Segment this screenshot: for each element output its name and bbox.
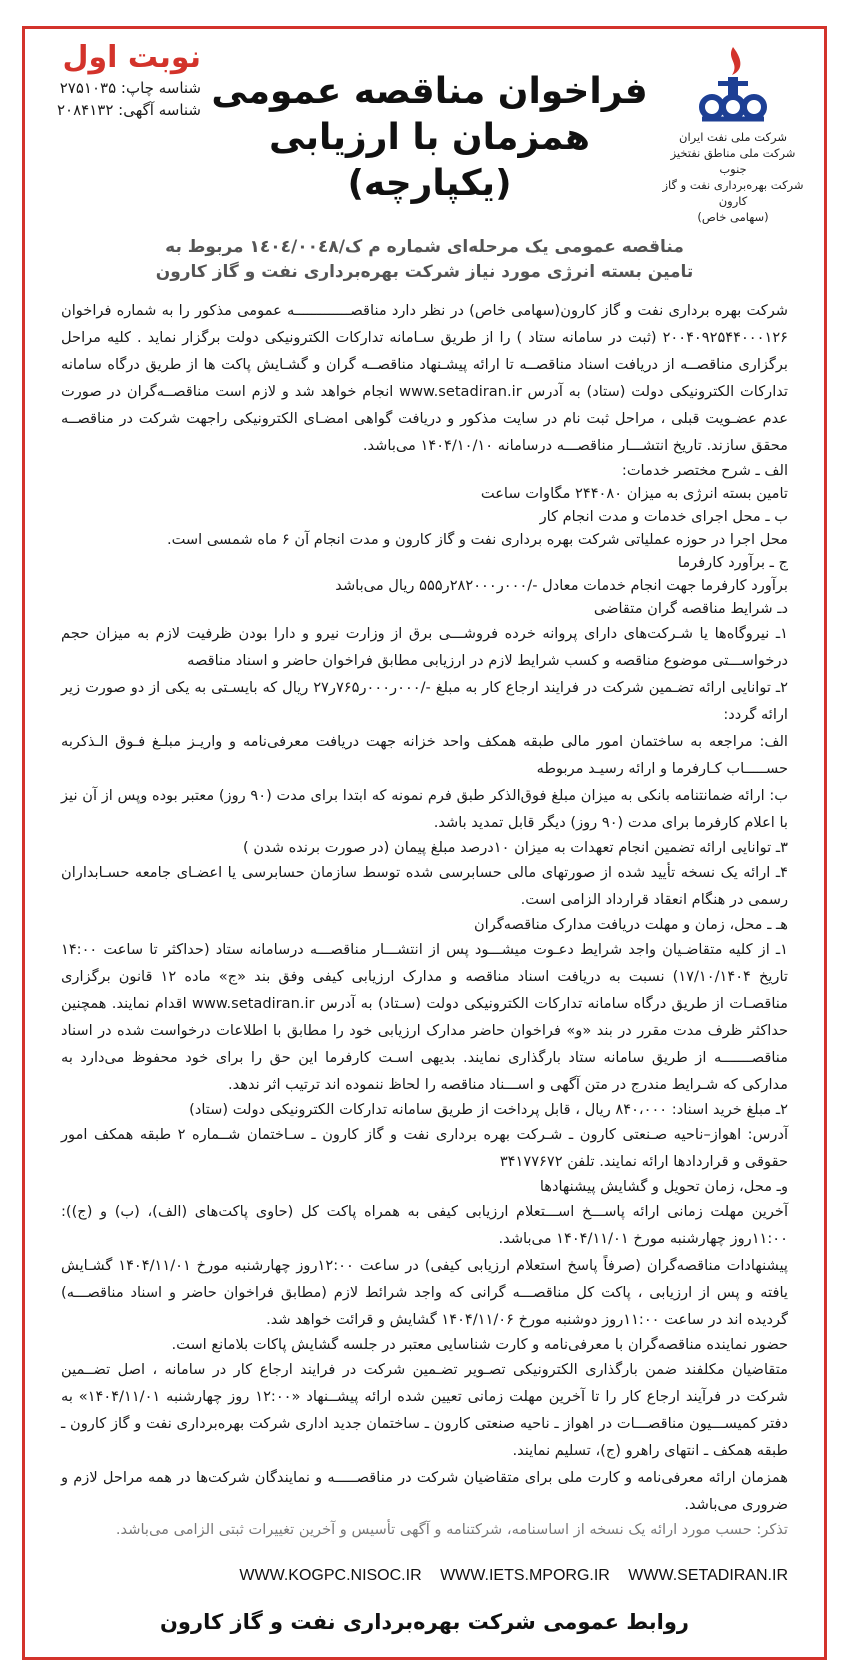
paragraph: آخرین مهلت زمانی ارائه پاســـخ اســـتعلام ارزیابی کیفی به همراه پاکت کل (حاوی پاکت‌های (الف)، (ب) و (ج)): ۱۱:۰۰روز چهارشنبه مورخ ۱۴۰۴/۱۱/۰۱ می‌باشد. bbox=[61, 1203, 788, 1247]
paragraph: ب: ارائه ضمانتنامه بانکی به میزان مبلغ فوق‌الذکر طبق فرم نمونه که ابتدا برای مدت (۹۰ روز) معتبر بوده وپس از آن نیز با اعلام کارفرما برای مدت (۹۰ روز) دیگر قابل تمدید باشد. bbox=[61, 787, 788, 831]
ad-header bbox=[41, 39, 808, 225]
link-iets[interactable]: WWW.IETS.MPORG.IR bbox=[440, 1567, 610, 1584]
paragraph: محل اجرا در حوزه عملیاتی شرکت بهره برداری نفت و گاز کارون و مدت انجام آن ۶ ماه شمسی است. bbox=[166, 531, 788, 548]
note-paragraph: تذکر: حسب مورد ارائه یک نسخه از اساسنامه، شرکتنامه و آگهی تأسیس و آخرین تغییرات ثبتی الزامی می‌باشد. bbox=[115, 1521, 788, 1538]
logo-line: شرکت ملی مناطق نفتخیز جنوب bbox=[670, 146, 796, 176]
paragraph: متقاضیان مکلفند ضمن بارگذاری الکترونیکی تصـویر تضـمین شرکت در فرایند ارجاع کار در سامانه ، اصل تضــمین شرکت در فرآیند ارجاع کار را تا آخرین مهلت زمانی تعیین شده ارائه پیشــنهاد «۱۲:۰۰ روز چهارشنبه ۱۴۰۴/۱۱/۰۱» به دفتر کمیســـیون مناقصـــات در اهواز ـ ناحیه صنعتی کارون ـ ساختمان جدید اداری شرکت بهره‌برداری نفت و گاز کارون ـ طبقه همکف ـ انتهای راهرو (ج)، تسلیم نمایند. bbox=[61, 1361, 788, 1459]
section-heading: ج ـ برآورد کارفرما bbox=[677, 554, 788, 571]
footer-signature: روابط عمومی شرکت بهره‌برداری نفت و گاز کارون bbox=[160, 1610, 689, 1634]
page-title bbox=[211, 39, 648, 207]
section-heading: وـ محل، زمان تحویل و گشایش پیشنهادها bbox=[539, 1178, 788, 1195]
section-heading: هـ ـ محل، زمان و مهلت دریافت مدارک مناقصه‌گران bbox=[473, 916, 788, 933]
nioc-flame-logo-icon bbox=[698, 45, 768, 125]
ad-ids bbox=[41, 39, 201, 121]
paragraph: ۲ـ مبلغ خرید اسناد: ۸۴۰،۰۰۰ ریال ، قابل پرداخت از طریق سامانه تدارکات الکترونیکی دولت (ستاد) bbox=[189, 1101, 788, 1118]
section-heading: ب ـ محل اجرای خدمات و مدت انجام کار bbox=[539, 508, 788, 525]
section-heading: دـ شرایط مناقصه گران متقاضی bbox=[593, 600, 788, 617]
paragraph: ۱ـ از کلیه متقاضـیان واجد شرایط دعـوت میشـــود پس از انتشـــار مناقصـــه درسامانه ستاد (حداکثر تا ساعت ۱۴:۰۰ تاریخ ۱۷/۱۰/۱۴۰۴) نسبت به دریافت اسناد مناقصه و مدارک ارزیابی کیفی وفق بند «ج» ماده ۱۲ قانون برگزاری مناقصـات از طریق درگاه سامانه تدارکات الکترونیکی دولت (سـتاد) به آدرس www.setadiran.ir اقدام نمایند. همچنین حداکثر ظرف مدت مقرر در بند «و» فراخوان حاضر مدارک ارزیابی خود را مطابق با اطلاعات درخواست شده در اسناد مناقصـــــــه از طریق سامانه ستاد بارگذاری نمایند. بدیهی اسـت کارفرما این حق را برای خود محفوظ می‌دارد به مدارکی که شـرایط مندرج در متن آگهی و اســـناد مناقصه را لحاظ ننموده اند ترتیب اثر ندهد. bbox=[61, 941, 788, 1093]
paragraph: الف: مراجعه به ساختمان امور مالی طبقه همکف واحد خزانه جهت دریافت معرفی‌نامه و واریـز مبلـغ فـوق الـذکربه حســـــاب کـارفرما و ارائه رسیـد مربوطه bbox=[61, 733, 788, 777]
logo-line: شرکت ملی نفت ایران bbox=[679, 130, 787, 144]
website-links bbox=[61, 1567, 788, 1585]
paragraph: برآورد کارفرما جهت انجام خدمات معادل -/۰۰۰ر۲۸۲۰۰۰ر۵۵۵ ریال می‌باشد bbox=[335, 577, 788, 594]
subtitle-line-2: تامین بسته انرژی مورد نیاز شرکت بهره‌برداری نفت و گاز کارون bbox=[155, 262, 694, 282]
logo-line: (سهامی خاص) bbox=[697, 210, 769, 224]
title-line-1: فراخوان مناقصه عمومی bbox=[211, 71, 648, 112]
intro-paragraph: شرکت بهره برداری نفت و گاز کارون(سهامی خاص) در نظر دارد مناقصـــــــــــــه عمومی مذکور را به شماره فراخوان ۲۰۰۴۰۹۲۵۴۴۰۰۰۱۲۶ (ثبت در سامانه ستاد ) را از طریق سـامانه تدارکات الکترونیکی دولت برگزار نماید . کلیه مراحل برگزاری مناقصــه از دریافت اسناد مناقصــه تا ارائه پیشـنهاد مناقصــه گران و گشـایش پاکت ها از طریق درگاه سامانه تدارکات الکترونیکی دولت (ستاد) به آدرس www.setadiran.ir انجام خواهد شد و لازم است مناقصــه‌گران در صورت عدم عضـویت قبلی ، مراحل ثبت نام در سایت مذکور و دریافت گواهی امضـای الکترونیکی راجهت شرکت در مناقصــه محقق سازند. تاریخ انتشـــار مناقصـــه درسامانه ۱۴۰۴/۱۰/۱۰ می‌باشد. bbox=[61, 302, 788, 454]
subtitle bbox=[81, 235, 768, 285]
paragraph: پیشنهادات مناقصه‌گران (صرفاً پاسخ استعلام ارزیابی کیفی) در ساعت ۱۲:۰۰روز چهارشنبه مورخ ۱۴۰۴/۱۱/۰۱ گشـایش یافته و پس از ارزیابی ، پاکت کل مناقصـــه گرانی که واجد شرائط لازم (مطابق فراخوان حاضر و اسناد مناقصـــه) گردیده اند در ساعت ۱۱:۰۰روز دوشنبه مورخ ۱۴۰۴/۱۱/۰۶ گشایش و قرائت خواهد شد. bbox=[61, 1257, 788, 1328]
paragraph: همزمان ارائه معرفی‌نامه و کارت ملی برای متقاضیان شرکت در مناقصـــــه و نمایندگان شرکت‌ها در همه مراحل لازم و ضروری می‌باشد. bbox=[61, 1469, 788, 1513]
paragraph: ۴ـ ارائه یک نسخه تأیید شده از صورتهای مالی حسابرسی شده توسط سازمان حسابرسی یا اعضـای جامعه حسـابداران رسمی در هنگام انعقاد قرارداد الزامی است. bbox=[61, 864, 788, 908]
link-setadiran[interactable]: WWW.SETADIRAN.IR bbox=[628, 1567, 788, 1584]
title-line-2: همزمان با ارزیابی (یکپارچه) bbox=[269, 117, 590, 204]
paragraph: ۲ـ توانایی ارائه تضـمین شرکت در فرایند ارجاع کار به مبلغ -/۰۰۰ر۰۰۰ر۷۶۵ر۲۷ ریال که بایسـتی به یکی از دو صورت زیر ارائه گردد: bbox=[61, 679, 788, 723]
round-label: نوبت اول bbox=[62, 40, 201, 75]
paragraph: تامین بسته انرژی به میزان ۲۴۴۰۸۰ مگاوات ساعت bbox=[480, 485, 788, 502]
ad-body bbox=[41, 297, 808, 1541]
paragraph: ۱ـ نیروگاه‌ها یا شـرکت‌های دارای پروانه خرده فروشـــی برق از وزارت نیرو و دارا بودن ظرفیت لازم به میزان حجم درخواســـتی موضوع مناقصه و کسب شرایط لازم در ارزیابی مطابق فراخوان حاضر و اسناد مناقصه bbox=[61, 625, 788, 669]
print-id: شناسه چاپ: ۲۷۵۱۰۳۵ bbox=[59, 79, 201, 97]
company-logo-block bbox=[658, 39, 808, 225]
paragraph: حضور نماینده مناقصه‌گران با معرفی‌نامه و کارت شناسایی معتبر در جلسه گشایش پاکات بلامانع است. bbox=[171, 1336, 788, 1353]
paragraph: ۳ـ توانایی ارائه تضمین انجام تعهدات به میزان ۱۰درصد مبلغ پیمان (در صورت برنده شدن ) bbox=[243, 839, 788, 856]
section-heading: الف ـ شرح مختصر خدمات: bbox=[621, 462, 788, 479]
ad-id: شناسه آگهی: ۲۰۸۴۱۳۲ bbox=[57, 101, 201, 119]
paragraph: آدرس: اهواز–ناحیه صـنعتی کارون ـ شـرکت بهره برداری نفت و گاز کارون ـ سـاختمان شــماره ۲ طبقه همکف امور حقوقی و قراردادها ارائه نمایند. تلفن ۳۴۱۷۷۶۷۲ bbox=[61, 1126, 789, 1170]
ad-frame bbox=[22, 26, 827, 1660]
logo-line: شرکت بهره‌برداری نفت و گاز کارون bbox=[662, 178, 804, 208]
subtitle-line-1: مناقصه عمومی یک مرحله‌ای شماره م ک/۱٤۰٤/۰۰٤۸ مربوط به bbox=[165, 237, 684, 257]
link-kogpc[interactable]: WWW.KOGPC.NISOC.IR bbox=[239, 1567, 422, 1584]
